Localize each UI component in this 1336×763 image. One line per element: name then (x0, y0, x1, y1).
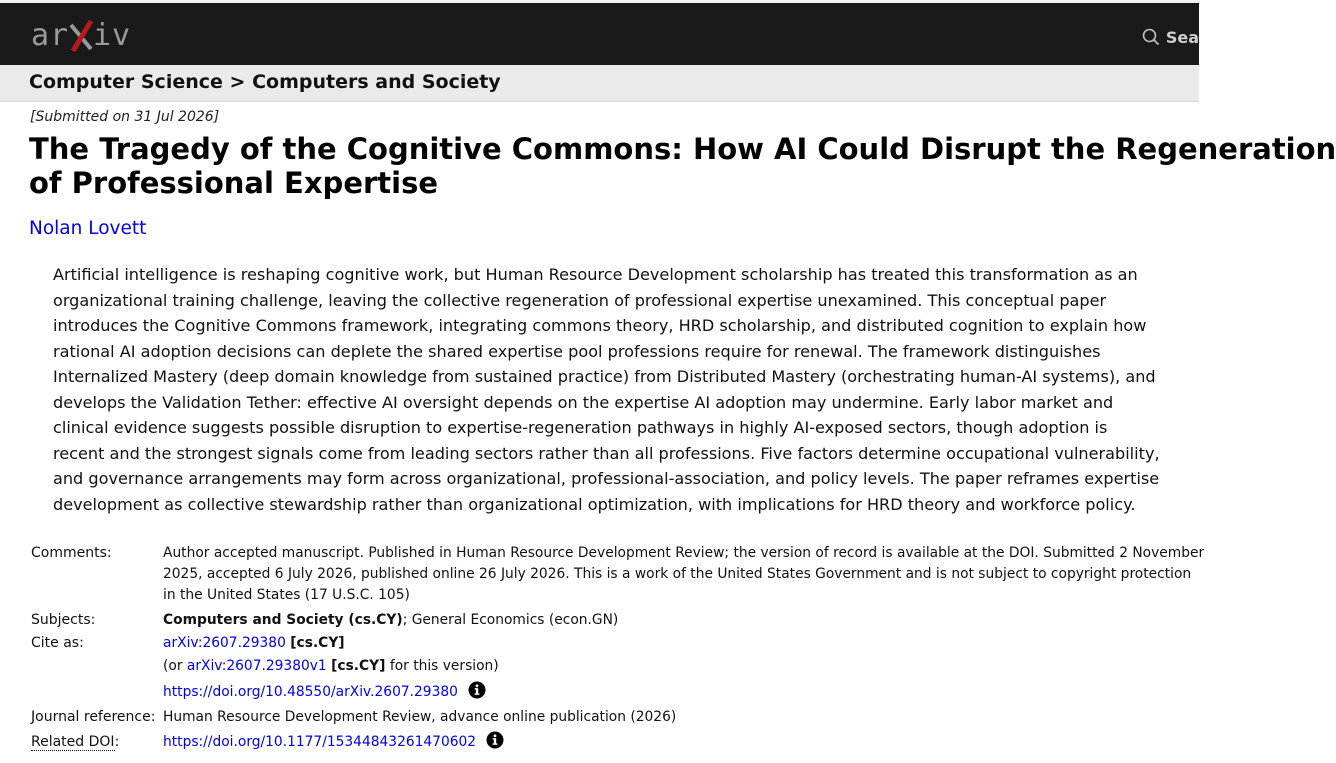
comments-line: 2025, accepted 6 July 2026, published online 26 July 2026. This is a work of the United States Government and is not subject to copyright protection (163, 566, 1192, 582)
info-icon[interactable] (468, 681, 486, 699)
abstract-line: organizational training challenge, leaving the collective regeneration of professional expertise unexamined. This conceptual paper (53, 290, 1107, 310)
author-link[interactable]: Nolan Lovett (29, 218, 147, 239)
arxiv-logo[interactable] (31, 15, 141, 55)
comments-line: in the United States (17 U.S.C. 105) (163, 587, 410, 603)
paper-title-line-2: of Professional Expertise (29, 166, 439, 200)
breadcrumb (29, 71, 501, 93)
top-header-bar (0, 0, 1199, 65)
related-doi-colon: : (114, 734, 120, 750)
cite-version-suffix: for this version) (385, 658, 499, 674)
cite-category: [cs.CY] (290, 635, 345, 651)
secondary-subjects: ; General Economics (econ.GN) (402, 612, 619, 628)
breadcrumb-category[interactable]: Computer Science (29, 71, 223, 93)
breadcrumb-subcategory[interactable]: Computers and Society (252, 71, 501, 93)
related-doi-line (163, 731, 504, 753)
svg-text:ar: ar (31, 18, 70, 53)
submission-date: [Submitted on 31 Jul 2026] (30, 109, 220, 125)
svg-text:iv: iv (93, 18, 132, 53)
related-doi-label-text[interactable]: Related DOI (31, 734, 115, 750)
cite-version-category: [cs.CY] (331, 658, 386, 674)
breadcrumb-separator: > (229, 71, 246, 93)
subjects-label: Subjects: (31, 612, 96, 628)
journal-ref-label: Journal reference: (31, 709, 156, 725)
search-label: Sea (1165, 27, 1199, 47)
abstract-line: development as collective stewardship rather than organizational optimization, with implications for HRD theory and workforce policy. (53, 494, 1136, 514)
arxiv-doi-link[interactable]: https://doi.org/10.48550/arXiv.2607.29380 (163, 684, 458, 700)
cite-as-label: Cite as: (31, 635, 84, 651)
cite-arxiv-link[interactable]: arXiv:2607.29380 (163, 635, 286, 651)
cite-as-value (163, 633, 345, 654)
subjects-value (163, 610, 618, 631)
arxiv-doi-line (163, 681, 486, 703)
abstract-line: Artificial intelligence is reshaping cognitive work, but Human Resource Development scholarship has treated this transformation as an (53, 265, 1138, 284)
info-icon[interactable] (486, 731, 504, 749)
cite-version-line (163, 656, 499, 677)
paper-title-line-1: The Tragedy of the Cognitive Commons: How AI Could Disrupt the Regeneration (29, 132, 1336, 166)
paper-title (29, 132, 1336, 200)
primary-subject: Computers and Society (cs.CY) (163, 612, 403, 628)
comments-line: Author accepted manuscript. Published in Human Resource Development Review; the version of record is available at the DOI. Submitted 2 November (163, 545, 1205, 561)
breadcrumb-bar (0, 65, 1199, 102)
abstract-line: develops the Validation Tether: effective AI oversight depends on the expertise AI adoption may undermine. Early labor market and (53, 392, 1114, 412)
search-box[interactable] (1142, 23, 1199, 51)
abstract-line: Internalized Mastery (deep domain knowledge from sustained practice) from Distributed Mastery (orchestrating human-AI systems), and (53, 367, 1156, 386)
cite-or-prefix: (or (163, 658, 187, 674)
abstract (53, 262, 1173, 517)
comments-label: Comments: (31, 545, 112, 561)
abstract-line: introduces the Cognitive Commons framework, integrating commons theory, HRD scholarship, and distributed cognition to explain how (53, 316, 1147, 335)
abstract-line: and governance arrangements may form across organizational, professional-association, and policy levels. The paper reframes expertise (53, 469, 1160, 488)
related-doi-label (31, 734, 119, 750)
arxiv-logo-icon (31, 15, 141, 55)
search-icon (1142, 28, 1160, 46)
comments-value (163, 543, 1204, 606)
abstract-line: clinical evidence suggests possible disruption to expertise-regeneration pathways in highly AI-exposed sectors, though adoption is (53, 418, 1108, 437)
journal-ref-value: Human Resource Development Review, advance online publication (2026) (163, 709, 677, 725)
abstract-line: recent and the strongest signals come from leading sectors rather than all professions. Five factors determine occupational vulnerability, (53, 443, 1160, 463)
abstract-line: rational AI adoption decisions can deplete the shared expertise pool professions require for renewal. The framework distinguishes (53, 341, 1101, 361)
cite-version-link[interactable]: arXiv:2607.29380v1 (186, 658, 327, 674)
related-doi-link[interactable]: https://doi.org/10.1177/15344843261470602 (163, 734, 477, 750)
